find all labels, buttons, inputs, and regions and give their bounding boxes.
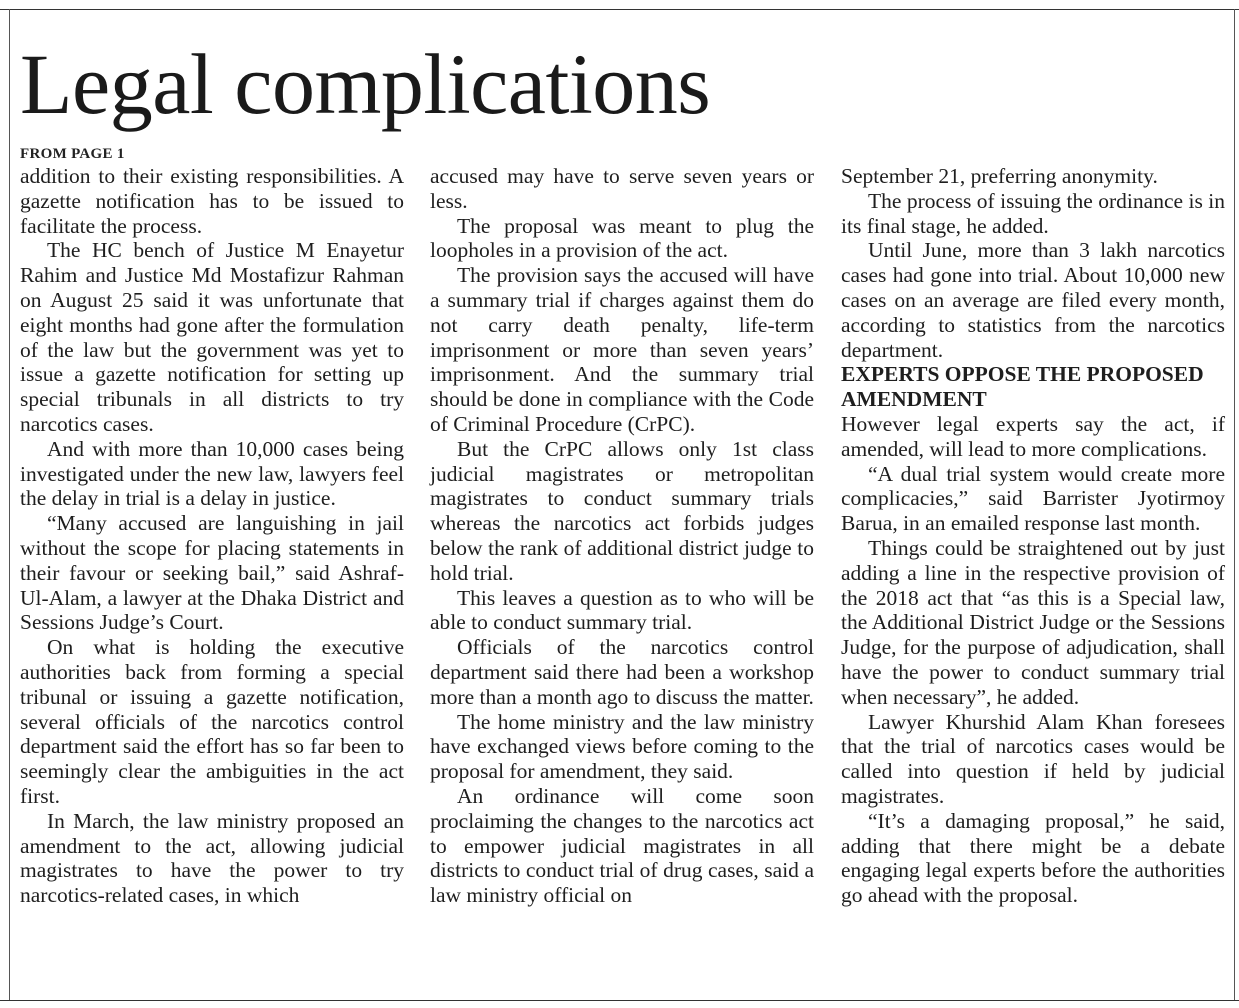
paragraph: And with more than 10,000 cases being investigated under the new law, lawyers feel the delay in trial is a delay in justice. [20, 436, 404, 511]
top-rule [0, 9, 1239, 10]
article-column-2 [430, 164, 814, 908]
paragraph: Until June, more than 3 lakh narcotics cases had gone into trial. About 10,000 new cases on an average are filed every month, according to statistics from the narcotics department. [841, 238, 1225, 362]
paragraph: accused may have to serve seven years or less. [430, 164, 814, 213]
paragraph: September 21, preferring anonymity. [841, 164, 1158, 188]
paragraph: This leaves a question as to who will be able to conduct summary trial. [430, 585, 814, 635]
right-rule [1234, 9, 1235, 1000]
left-rule [9, 9, 10, 1000]
paragraph: But the CrPC allows only 1st class judicial magistrates or metropolitan magistrates to conduct summary trials whereas the narcotics act forbids judges below the rank of additional district judge to hold trial. [430, 436, 814, 585]
article-column-1 [20, 164, 404, 908]
section-subhead: EXPERTS OPPOSE THE PROPOSED AMENDMENT [841, 362, 1204, 412]
paragraph: The HC bench of Justice M Enayetur Rahim and Justice Md Mostafizur Rahman on August 25 said it was unfortunate that eight months had gone after the formulation of the law but the government was yet to issue a gazette notification for setting up special tribunals in all districts to try narcotics cases. [20, 238, 404, 436]
paragraph: addition to their existing responsibilities. A gazette notification has to be issued to facilitate the process. [20, 164, 404, 238]
paragraph: “Many accused are languishing in jail without the scope for placing statements in their favour or seeking bail,” said Ashraf-Ul-Alam, a lawyer at the Dhaka District and Sessions Judge’s Court. [20, 511, 404, 635]
paragraph: On what is holding the executive authorities back from forming a special tribunal or issuing a gazette notification, several officials of the narcotics control department said the effort has so far been to seemingly clear the ambiguities in the act first. [20, 635, 404, 808]
bottom-rule [0, 1000, 1239, 1001]
paragraph: “It’s a damaging proposal,” he said, adding that there might be a debate engaging legal experts before the authorities go ahead with the proposal. [841, 808, 1225, 908]
paragraph: Lawyer Khurshid Alam Khan foresees that the trial of narcotics cases would be called into question if held by judicial magistrates. [841, 709, 1225, 808]
paragraph: In March, the law ministry proposed an amendment to the act, allowing judicial magistrates to have the power to try narcotics-related cases, in which [20, 808, 404, 908]
paragraph: “A dual trial system would create more complicacies,” said Barrister Jyotirmoy Barua, in an emailed response last month. [841, 461, 1225, 536]
paragraph: The process of issuing the ordinance is in its final stage, he added. [841, 188, 1225, 238]
paragraph: However legal experts say the act, if amended, will lead to more complications. [841, 411, 1225, 461]
paragraph: The proposal was meant to plug the loopholes in a provision of the act. [430, 213, 814, 263]
paragraph: Things could be straightened out by just adding a line in the respective provision of the 2018 act that “as this is a Special law, the Additional District Judge or the Sessions Judge, for the purpose of adjudication, shall have the power to conduct summary trial when necessary”, he added. [841, 535, 1225, 709]
article-column-3 [841, 164, 1225, 908]
paragraph: An ordinance will come soon proclaiming the changes to the narcotics act to empower judicial magistrates in all districts to conduct trial of drug cases, said a law ministry official on [430, 783, 814, 908]
paragraph: The provision says the accused will have a summary trial if charges against them do not carry death penalty, life-term imprisonment or more than seven years’ imprisonment. And the summary trial should be done in compliance with the Code of Criminal Procedure (CrPC). [430, 263, 814, 436]
paragraph: Officials of the narcotics control department said there had been a workshop more than a month ago to discuss the matter. [430, 635, 814, 709]
jump-label: FROM PAGE 1 [20, 146, 125, 162]
paragraph: The home ministry and the law ministry have exchanged views before coming to the proposal for amendment, they said. [430, 709, 814, 784]
headline: Legal complications [20, 36, 711, 132]
